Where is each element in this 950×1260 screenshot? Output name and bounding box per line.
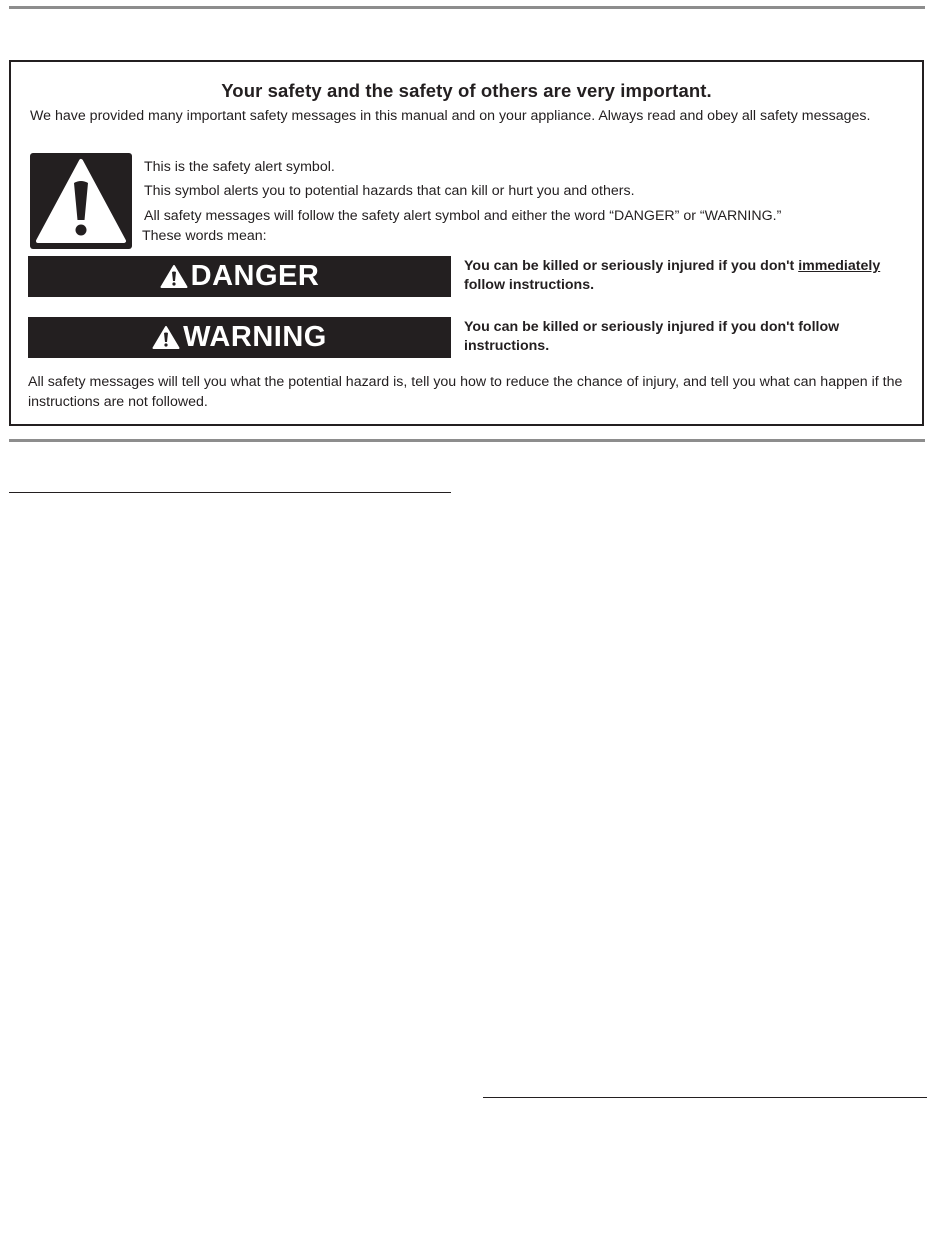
alert-line: All safety messages will follow the safety alert symbol and either the word “DANGER” or “WARNING.” [144, 208, 782, 224]
warning-label: WARNING [183, 321, 327, 353]
warning-description: You can be killed or seriously injured if you don't follow instructions. [464, 319, 840, 354]
safety-alert-icon [30, 153, 132, 249]
alert-line: This symbol alerts you to potential hazards that can kill or hurt you and others. [144, 183, 635, 199]
safety-box-intro: We have provided many important safety messages in this manual and on your appliance. Always read and obey all safety messages. [30, 108, 871, 124]
safety-info-box [9, 60, 924, 426]
warning-signal-bar [28, 317, 451, 358]
section-divider [9, 439, 925, 442]
top-divider [9, 6, 925, 9]
danger-desc-text-end: follow instructions. [464, 277, 595, 293]
danger-signal-bar [28, 256, 451, 297]
danger-desc-emphasis: immediately [798, 258, 881, 274]
warning-triangle-icon [152, 325, 180, 350]
danger-description [464, 257, 914, 295]
safety-box-title: Your safety and the safety of others are very important. [221, 80, 712, 101]
left-column-rule [9, 492, 451, 493]
right-column-rule [483, 1097, 927, 1098]
alert-line: This is the safety alert symbol. [144, 159, 335, 175]
danger-desc-text: You can be killed or seriously injured if you don't [464, 258, 799, 274]
words-mean-label: These words mean: [142, 228, 267, 244]
danger-label: DANGER [190, 260, 320, 292]
warning-triangle-icon [160, 264, 188, 289]
safety-box-footer: All safety messages will tell you what the potential hazard is, tell you how to reduce the chance of injury, and tell you what can happen if the instructions are not followed. [28, 374, 903, 410]
